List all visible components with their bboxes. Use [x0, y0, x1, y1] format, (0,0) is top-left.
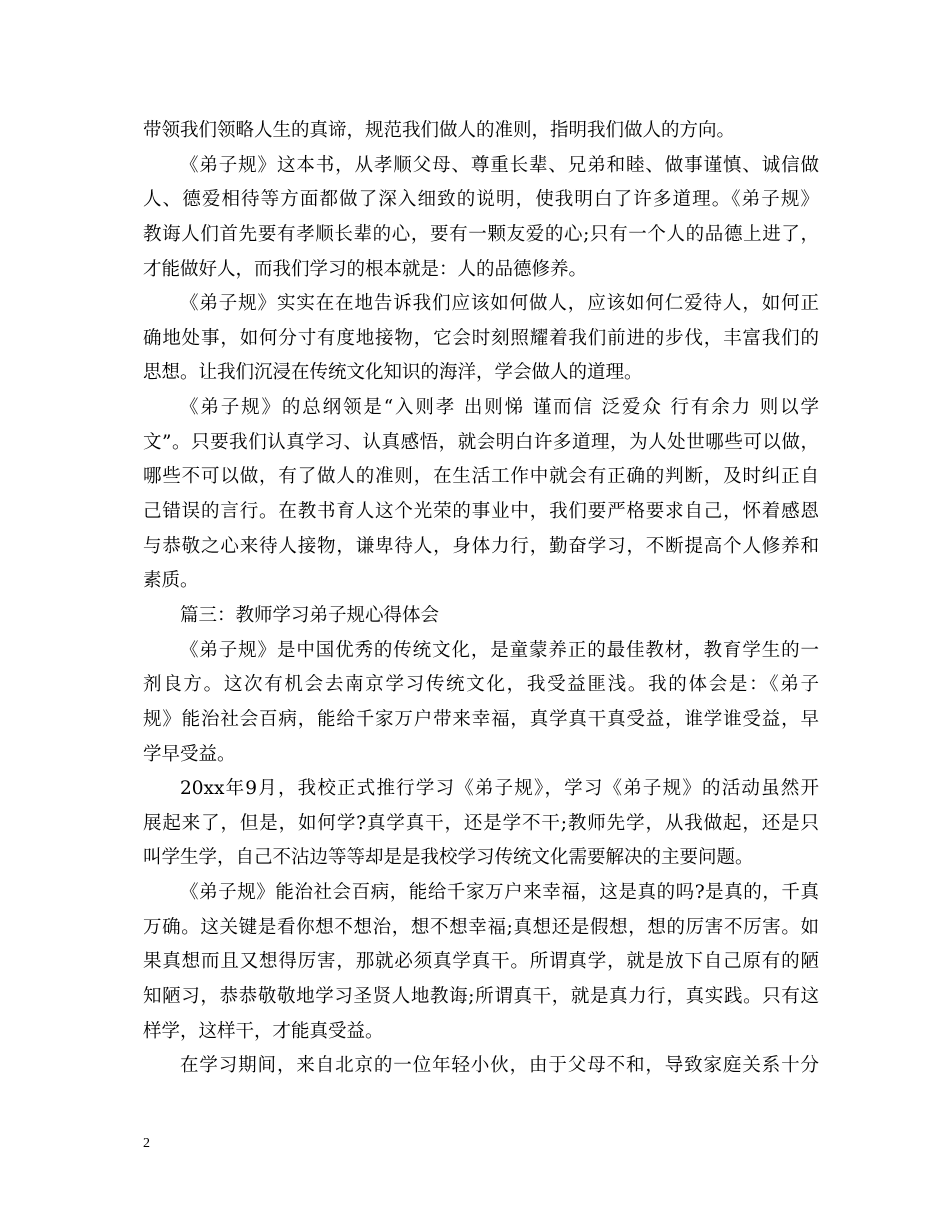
- text-line: 确地处事，如何分寸有度地接物，它会时刻照耀着我们前进的步伐，丰富我们的: [143, 327, 819, 349]
- text-line: 剂良方。这次有机会去南京学习传统文化，我受益匪浅。我的体会是：《弟子: [143, 674, 819, 696]
- text-line: 《弟子规》的总纲领是“入则孝 出则悌 谨而信 泛爱众 行有余力 则以学: [180, 397, 819, 419]
- text-line: 在学习期间，来自北京的一位年轻小伙，由于父母不和，导致家庭关系十分: [180, 1055, 819, 1077]
- text-line: 己错误的言行。在教书育人这个光荣的事业中，我们要严格要求自己，怀着感恩: [143, 501, 819, 523]
- text-line: 带领我们领略人生的真谛，规范我们做人的准则，指明我们做人的方向。: [143, 120, 736, 141]
- text-line: 与恭敬之心来待人接物，谦卑待人，身体力行，勤奋学习，不断提高个人修养和: [143, 535, 819, 557]
- body-text: [143, 114, 819, 1084]
- text-line: 思想。让我们沉浸在传统文化知识的海洋，学会做人的道理。: [143, 362, 643, 384]
- text-line: 《弟子规》能治社会百病，能给千家万户来幸福，这是真的吗?是真的，千真: [180, 882, 819, 904]
- text-line: 教诲人们首先要有孝顺长辈的心，要有一颗友爱的心;只有一个人的品德上进了，: [143, 223, 819, 245]
- text-line: 样学，这样干，才能真受益。: [143, 1020, 384, 1042]
- text-line: 文”。只要我们认真学习、认真感悟，就会明白许多道理，为人处世哪些可以做，: [143, 431, 819, 453]
- text-line: 学早受益。: [143, 743, 236, 765]
- text-line: 素质。: [143, 570, 199, 592]
- text-line: 叫学生学，自己不沾边等等却是是我校学习传统文化需要解决的主要问题。: [143, 847, 754, 869]
- text-line: 《弟子规》实实在在地告诉我们应该如何做人，应该如何仁爱待人，如何正: [180, 293, 819, 315]
- text-line: 20xx年9月，我校正式推行学习《弟子规》，学习《弟子规》的活动虽然开: [180, 778, 819, 800]
- text-line: 《弟子规》这本书，从孝顺父母、尊重长辈、兄弟和睦、做事谨慎、诚信做: [180, 154, 819, 176]
- text-line: 哪些不可以做，有了做人的准则，在生活工作中就会有正确的判断，及时纠正自: [143, 466, 819, 488]
- text-line: 万确。这关键是看你想不想治，想不想幸福;真想还是假想，想的厉害不厉害。如: [143, 916, 819, 938]
- section-heading: 篇三：教师学习弟子规心得体会: [180, 604, 440, 626]
- text-line: 才能做好人，而我们学习的根本就是：人的品德修养。: [143, 258, 588, 280]
- page-number: 2: [143, 1136, 150, 1151]
- text-line: 果真想而且又想得厉害，那就必须真学真干。所谓真学，就是放下自己原有的陋: [143, 951, 819, 973]
- text-line: 规》能治社会百病，能给千家万户带来幸福，真学真干真受益，谁学谁受益，早: [143, 708, 819, 730]
- text-line: 人、德爱相待等方面都做了深入细致的说明，使我明白了许多道理。《弟子规》: [143, 189, 819, 211]
- text-line: 知陋习，恭恭敬敬地学习圣贤人地教诲;所谓真干，就是真力行，真实践。只有这: [143, 986, 819, 1008]
- text-line: 展起来了，但是，如何学?真学真干，还是学不干;教师先学，从我做起，还是只: [143, 812, 819, 834]
- text-line: 《弟子规》是中国优秀的传统文化，是童蒙养正的最佳教材，教育学生的一: [180, 639, 819, 661]
